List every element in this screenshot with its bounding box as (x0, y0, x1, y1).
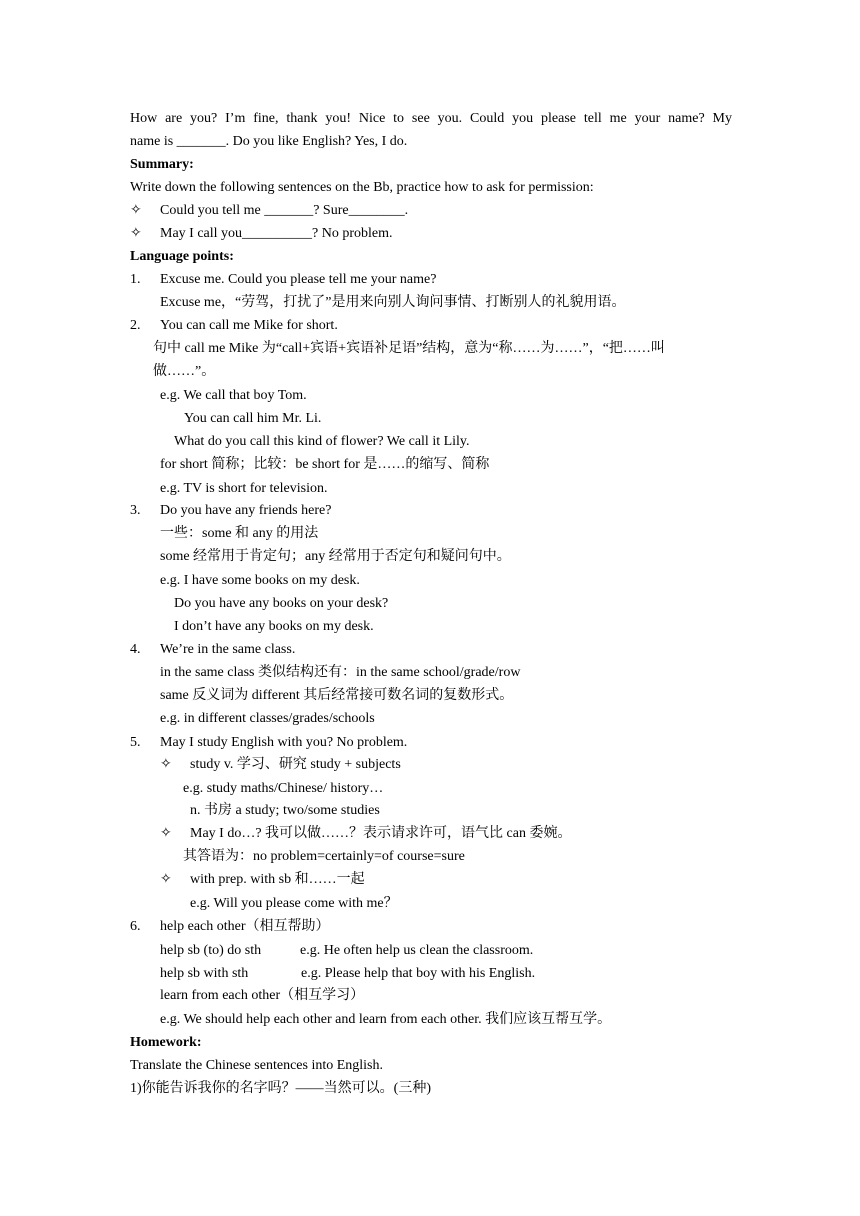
bullet-icon: ✧ (160, 757, 172, 772)
intro-line-2: name is _______. Do you like English? Yes, I do. (130, 134, 408, 149)
example-line: e.g. in different classes/grades/schools (160, 711, 375, 726)
example-line: e.g. TV is short for television. (160, 481, 328, 496)
sub-point: with prep. with sb 和……一起 (190, 872, 365, 887)
point-note: 做……”。 (153, 364, 216, 379)
example-line: n. 书房 a study; two/some studies (190, 803, 380, 818)
point-note: in the same class 类似结构还有：in the same school/grade/row (160, 665, 521, 680)
summary-instruction: Write down the following sentences on the Bb, practice how to ask for permission: (130, 180, 594, 195)
sub-point: study v. 学习、研究 study + subjects (190, 757, 401, 772)
example-line: e.g. He often help us clean the classroom. (300, 943, 534, 958)
point-number: 3. (130, 503, 141, 518)
summary-item: May I call you__________? No problem. (160, 226, 393, 241)
point-title: We’re in the same class. (160, 642, 296, 657)
point-number: 1. (130, 272, 141, 287)
example-line: Do you have any books on your desk? (174, 596, 389, 611)
point-note: 一些：some 和 any 的用法 (160, 526, 319, 541)
point-note: some 经常用于肯定句；any 经常用于否定句和疑问句中。 (160, 549, 511, 564)
language-points-heading: Language points: (130, 249, 234, 264)
bullet-icon: ✧ (130, 203, 142, 218)
summary-item: Could you tell me _______? Sure________. (160, 203, 409, 218)
example-line: You can call him Mr. Li. (184, 411, 322, 426)
summary-heading: Summary: (130, 157, 194, 172)
point-title: You can call me Mike for short. (160, 318, 338, 333)
example-line: I don’t have any books on my desk. (174, 619, 374, 634)
bullet-icon: ✧ (160, 826, 172, 841)
bullet-icon: ✧ (160, 872, 172, 887)
example-line: e.g. We call that boy Tom. (160, 388, 307, 403)
homework-heading: Homework: (130, 1035, 202, 1050)
point-number: 5. (130, 735, 141, 750)
usage-pattern: learn from each other（相互学习） (160, 988, 365, 1003)
point-note: same 反义词为 different 其后经常接可数名词的复数形式。 (160, 688, 514, 703)
example-line: e.g. Please help that boy with his English. (301, 966, 536, 981)
usage-pattern: help sb (to) do sth (160, 943, 262, 958)
bullet-icon: ✧ (130, 226, 142, 241)
point-note: 句中 call me Mike 为“call+宾语+宾语补足语”结构，意为“称……为……”，“把……叫 (153, 341, 665, 356)
point-number: 2. (130, 318, 141, 333)
point-title: Do you have any friends here? (160, 503, 332, 518)
homework-instruction: Translate the Chinese sentences into English. (130, 1058, 383, 1073)
example-line: e.g. study maths/Chinese/ history… (183, 781, 384, 796)
point-note: 其答语为：no problem=certainly=of course=sure (183, 849, 465, 864)
point-number: 4. (130, 642, 141, 657)
example-line: e.g. We should help each other and learn from each other. 我们应该互帮互学。 (160, 1012, 612, 1027)
example-line: e.g. I have some books on my desk. (160, 573, 360, 588)
intro-line-1: How are you? I’m fine, thank you! Nice to see you. Could you please tell me your name? My (130, 111, 732, 126)
point-title: Excuse me. Could you please tell me your name? (160, 272, 437, 287)
usage-pattern: help sb with sth (160, 966, 249, 981)
point-note: Excuse me，“劳驾，打扰了”是用来向别人询问事情、打断别人的礼貌用语。 (160, 295, 626, 310)
point-title: May I study English with you? No problem. (160, 735, 408, 750)
sub-point: May I do…? 我可以做……？表示请求许可，语气比 can 委婉。 (190, 826, 572, 841)
point-note: for short 简称；比较：be short for 是……的缩写、简称 (160, 457, 490, 472)
example-line: e.g. Will you please come with me？ (190, 896, 398, 911)
point-number: 6. (130, 919, 141, 934)
point-title: help each other（相互帮助） (160, 919, 330, 934)
homework-item: 1)你能告诉我你的名字吗？——当然可以。(三种) (130, 1081, 431, 1096)
example-line: What do you call this kind of flower? We call it Lily. (174, 434, 470, 449)
